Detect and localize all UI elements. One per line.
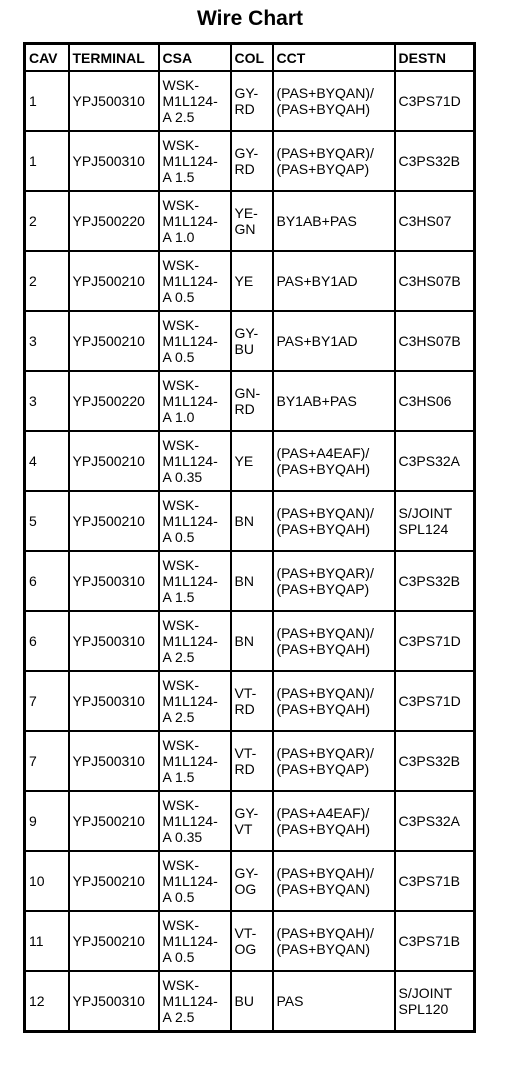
cell-csa [159, 491, 231, 551]
cell-destn [395, 311, 475, 371]
cell-cct-line: (PAS+BYQAR)/ [276, 145, 374, 161]
cell-cct-line: (PAS+BYQAH)/ [276, 865, 374, 881]
cell-terminal: YPJ500310 [69, 611, 159, 671]
cell-csa [159, 671, 231, 731]
cell-csa-line: WSK- [162, 557, 200, 573]
cell-csa [159, 971, 231, 1032]
cell-csa [159, 611, 231, 671]
cell-destn-line: C3HS07 [398, 213, 452, 229]
cell-destn-line: C3PS71D [398, 693, 461, 709]
cell-csa-line: WSK- [162, 377, 200, 393]
cell-csa-line: M1L124- [162, 993, 218, 1009]
cell-csa-line: A 0.5 [162, 289, 195, 305]
cell-destn [395, 851, 475, 911]
cell-csa-line: WSK- [162, 677, 200, 693]
cell-cct-line: (PAS+BYQAR)/ [276, 565, 374, 581]
cell-csa-line: A 1.0 [162, 229, 195, 245]
cell-cct-line: (PAS+BYQAH)/ [276, 925, 374, 941]
cell-terminal: YPJ500210 [69, 251, 159, 311]
cell-terminal: YPJ500220 [69, 191, 159, 251]
cell-cct [273, 911, 395, 971]
cell-csa [159, 311, 231, 371]
cell-cct [273, 491, 395, 551]
cell-cct-line: (PAS+BYQAH) [276, 701, 370, 717]
cell-col-line: GY- [234, 805, 259, 821]
cell-csa [159, 851, 231, 911]
cell-csa-line: A 0.5 [162, 949, 195, 965]
cell-csa [159, 251, 231, 311]
cell-cct-line: PAS+BY1AD [276, 333, 358, 349]
cell-csa-line: WSK- [162, 77, 200, 93]
cell-cct-line: (PAS+BYQAR)/ [276, 745, 374, 761]
table-row [25, 791, 475, 851]
cell-col [231, 431, 273, 491]
cell-csa-line: M1L124- [162, 273, 218, 289]
table-row [25, 131, 475, 191]
table-row [25, 851, 475, 911]
cell-csa-line: M1L124- [162, 93, 218, 109]
cell-csa-line: M1L124- [162, 693, 218, 709]
column-header-terminal: TERMINAL [69, 44, 159, 72]
cell-terminal: YPJ500310 [69, 551, 159, 611]
cell-cct-line: (PAS+BYQAP) [276, 161, 370, 177]
cell-terminal: YPJ500210 [69, 911, 159, 971]
cell-csa-line: A 2.5 [162, 709, 195, 725]
cell-cav: 7 [25, 671, 69, 731]
cell-csa-line: WSK- [162, 437, 200, 453]
cell-destn-line: C3PS32B [398, 753, 460, 769]
cell-terminal: YPJ500210 [69, 311, 159, 371]
cell-col-line: RD [234, 761, 255, 777]
cell-col-line: VT [234, 821, 253, 837]
cell-terminal: YPJ500210 [69, 851, 159, 911]
table-row [25, 371, 475, 431]
cell-col-line: YE [234, 273, 254, 289]
cell-cav: 3 [25, 371, 69, 431]
cell-cct [273, 851, 395, 911]
cell-destn-line: C3PS32A [398, 813, 460, 829]
cell-terminal: YPJ500310 [69, 971, 159, 1032]
cell-col-line: GN- [234, 385, 261, 401]
cell-csa-line: M1L124- [162, 393, 218, 409]
cell-cct [273, 731, 395, 791]
cell-cct [273, 671, 395, 731]
cell-cct [273, 371, 395, 431]
table-row [25, 431, 475, 491]
cell-cct-line: (PAS+BYQAP) [276, 761, 370, 777]
cell-destn-line: C3PS32A [398, 453, 460, 469]
cell-destn-line: C3HS06 [398, 393, 452, 409]
cell-csa-line: A 1.5 [162, 769, 195, 785]
table-row [25, 911, 475, 971]
cell-terminal: YPJ500310 [69, 131, 159, 191]
table-row [25, 191, 475, 251]
table-body [25, 71, 475, 1032]
cell-destn [395, 71, 475, 131]
cell-col [231, 791, 273, 851]
cell-terminal: YPJ500210 [69, 491, 159, 551]
cell-csa-line: WSK- [162, 317, 200, 333]
cell-cct-line: (PAS+BYQAN)/ [276, 685, 374, 701]
cell-csa-line: A 0.5 [162, 349, 195, 365]
table-row [25, 731, 475, 791]
cell-destn-line: SPL120 [398, 1001, 449, 1017]
cell-destn-line: S/JOINT [398, 505, 453, 521]
cell-destn [395, 611, 475, 671]
cell-cct-line: (PAS+BYQAP) [276, 581, 370, 597]
cell-cav: 9 [25, 791, 69, 851]
cell-cct-line: (PAS+BYQAH) [276, 101, 370, 117]
cell-cct [273, 971, 395, 1032]
cell-col [231, 191, 273, 251]
cell-destn-line: C3PS71D [398, 93, 461, 109]
cell-destn [395, 131, 475, 191]
cell-csa-line: M1L124- [162, 933, 218, 949]
cell-destn [395, 431, 475, 491]
cell-col-line: VT- [234, 925, 257, 941]
cell-destn-line: C3PS71B [398, 933, 460, 949]
cell-csa-line: WSK- [162, 257, 200, 273]
cell-cav: 5 [25, 491, 69, 551]
cell-cav: 4 [25, 431, 69, 491]
cell-csa-line: M1L124- [162, 873, 218, 889]
cell-cav: 7 [25, 731, 69, 791]
cell-csa-line: M1L124- [162, 753, 218, 769]
cell-csa [159, 731, 231, 791]
cell-csa [159, 911, 231, 971]
cell-cct-line: (PAS+BYQAN) [276, 881, 370, 897]
cell-col [231, 671, 273, 731]
cell-col [231, 731, 273, 791]
cell-cct-line: PAS [276, 993, 304, 1009]
table-row [25, 551, 475, 611]
cell-cav: 1 [25, 131, 69, 191]
cell-csa-line: M1L124- [162, 333, 218, 349]
cell-destn [395, 191, 475, 251]
cell-destn-line: C3HS07B [398, 333, 461, 349]
cell-cct [273, 791, 395, 851]
cell-col-line: BN [234, 513, 254, 529]
cell-destn [395, 971, 475, 1032]
cell-cct-line: (PAS+BYQAN)/ [276, 625, 374, 641]
cell-csa-line: A 0.35 [162, 829, 203, 845]
cell-terminal: YPJ500220 [69, 371, 159, 431]
cell-cct-line: (PAS+BYQAH) [276, 461, 370, 477]
cell-cav: 1 [25, 71, 69, 131]
cell-csa-line: M1L124- [162, 573, 218, 589]
table-row [25, 71, 475, 131]
wire-chart-table [23, 42, 476, 1033]
cell-cct [273, 431, 395, 491]
cell-destn [395, 731, 475, 791]
cell-destn [395, 251, 475, 311]
cell-destn [395, 491, 475, 551]
cell-csa-line: M1L124- [162, 813, 218, 829]
cell-csa [159, 791, 231, 851]
cell-destn-line: C3HS07B [398, 273, 461, 289]
cell-csa-line: M1L124- [162, 633, 218, 649]
cell-cct [273, 131, 395, 191]
cell-destn-line: C3PS32B [398, 573, 460, 589]
cell-destn-line: C3PS71D [398, 633, 461, 649]
cell-col-line: BN [234, 633, 254, 649]
cell-col [231, 311, 273, 371]
cell-csa-line: A 0.35 [162, 469, 203, 485]
cell-csa-line: WSK- [162, 137, 200, 153]
cell-csa-line: A 0.5 [162, 889, 195, 905]
cell-csa [159, 131, 231, 191]
cell-cct-line: (PAS+BYQAN)/ [276, 505, 374, 521]
table-row [25, 671, 475, 731]
column-header-cav: CAV [25, 44, 69, 72]
cell-destn [395, 551, 475, 611]
cell-cav: 2 [25, 251, 69, 311]
cell-col [231, 851, 273, 911]
cell-terminal: YPJ500310 [69, 71, 159, 131]
cell-col-line: GY- [234, 85, 259, 101]
cell-terminal: YPJ500310 [69, 671, 159, 731]
cell-cav: 6 [25, 551, 69, 611]
cell-col-line: YE [234, 453, 254, 469]
table-row [25, 611, 475, 671]
cell-destn-line: C3PS71B [398, 873, 460, 889]
cell-col-line: RD [234, 401, 255, 417]
cell-destn [395, 791, 475, 851]
cell-col-line: YE- [234, 205, 258, 221]
cell-destn [395, 911, 475, 971]
cell-col-line: RD [234, 161, 255, 177]
cell-destn-line: S/JOINT [398, 985, 453, 1001]
column-header-col: COL [231, 44, 273, 72]
cell-csa-line: A 1.5 [162, 169, 195, 185]
cell-col-line: GY- [234, 865, 259, 881]
cell-csa [159, 431, 231, 491]
cell-col-line: RD [234, 101, 255, 117]
cell-csa [159, 551, 231, 611]
table-row [25, 251, 475, 311]
column-header-csa: CSA [159, 44, 231, 72]
cell-col-line: VT- [234, 685, 257, 701]
cell-csa-line: M1L124- [162, 453, 218, 469]
cell-csa-line: WSK- [162, 737, 200, 753]
cell-cct [273, 311, 395, 371]
cell-cav: 10 [25, 851, 69, 911]
cell-cct [273, 611, 395, 671]
cell-col-line: VT- [234, 745, 257, 761]
cell-csa-line: A 1.5 [162, 589, 195, 605]
page-title: Wire Chart [197, 7, 303, 30]
cell-csa [159, 371, 231, 431]
cell-col [231, 551, 273, 611]
cell-cct [273, 191, 395, 251]
cell-col [231, 611, 273, 671]
cell-terminal: YPJ500210 [69, 791, 159, 851]
cell-cct [273, 71, 395, 131]
cell-col-line: OG [234, 941, 257, 957]
cell-cct [273, 551, 395, 611]
cell-col [231, 251, 273, 311]
cell-cav: 12 [25, 971, 69, 1032]
cell-col-line: GY- [234, 145, 259, 161]
cell-csa-line: WSK- [162, 977, 200, 993]
cell-cct-line: PAS+BY1AD [276, 273, 358, 289]
cell-terminal: YPJ500310 [69, 731, 159, 791]
cell-cct-line: (PAS+BYQAN)/ [276, 85, 374, 101]
cell-csa [159, 191, 231, 251]
cell-csa-line: A 2.5 [162, 649, 195, 665]
cell-csa-line: WSK- [162, 917, 200, 933]
table-row [25, 971, 475, 1032]
cell-terminal: YPJ500210 [69, 431, 159, 491]
cell-col-line: GY- [234, 325, 259, 341]
cell-col [231, 971, 273, 1032]
cell-cct-line: BY1AB+PAS [276, 213, 357, 229]
cell-col-line: BU [234, 993, 254, 1009]
cell-cct-line: (PAS+BYQAH) [276, 521, 370, 537]
cell-col-line: BU [234, 341, 254, 357]
cell-col [231, 911, 273, 971]
cell-col [231, 491, 273, 551]
cell-csa-line: A 0.5 [162, 529, 195, 545]
cell-col-line: BN [234, 573, 254, 589]
cell-cav: 11 [25, 911, 69, 971]
cell-cav: 3 [25, 311, 69, 371]
cell-csa-line: M1L124- [162, 153, 218, 169]
cell-col-line: OG [234, 881, 257, 897]
cell-destn [395, 371, 475, 431]
cell-csa-line: M1L124- [162, 213, 218, 229]
cell-destn [395, 671, 475, 731]
cell-csa-line: WSK- [162, 197, 200, 213]
cell-csa-line: WSK- [162, 797, 200, 813]
cell-col [231, 371, 273, 431]
cell-csa-line: M1L124- [162, 513, 218, 529]
table-header-row [25, 44, 475, 72]
cell-col-line: GN [234, 221, 256, 237]
cell-col-line: RD [234, 701, 255, 717]
cell-cct-line: (PAS+BYQAH) [276, 641, 370, 657]
cell-cct-line: (PAS+A4EAF)/ [276, 805, 370, 821]
cell-csa-line: WSK- [162, 497, 200, 513]
cell-cct-line: (PAS+BYQAH) [276, 821, 370, 837]
table-row [25, 311, 475, 371]
table-row [25, 491, 475, 551]
cell-cct-line: (PAS+BYQAN) [276, 941, 370, 957]
column-header-cct: CCT [273, 44, 395, 72]
cell-cct [273, 251, 395, 311]
cell-csa-line: A 2.5 [162, 109, 195, 125]
cell-cav: 2 [25, 191, 69, 251]
cell-csa-line: A 1.0 [162, 409, 195, 425]
cell-destn-line: C3PS32B [398, 153, 460, 169]
cell-cct-line: BY1AB+PAS [276, 393, 357, 409]
cell-cct-line: (PAS+A4EAF)/ [276, 445, 370, 461]
cell-csa-line: WSK- [162, 857, 200, 873]
column-header-destn: DESTN [395, 44, 475, 72]
cell-csa-line: WSK- [162, 617, 200, 633]
cell-cav: 6 [25, 611, 69, 671]
cell-col [231, 131, 273, 191]
cell-csa [159, 71, 231, 131]
cell-csa-line: A 2.5 [162, 1009, 195, 1025]
cell-destn-line: SPL124 [398, 521, 449, 537]
cell-col [231, 71, 273, 131]
